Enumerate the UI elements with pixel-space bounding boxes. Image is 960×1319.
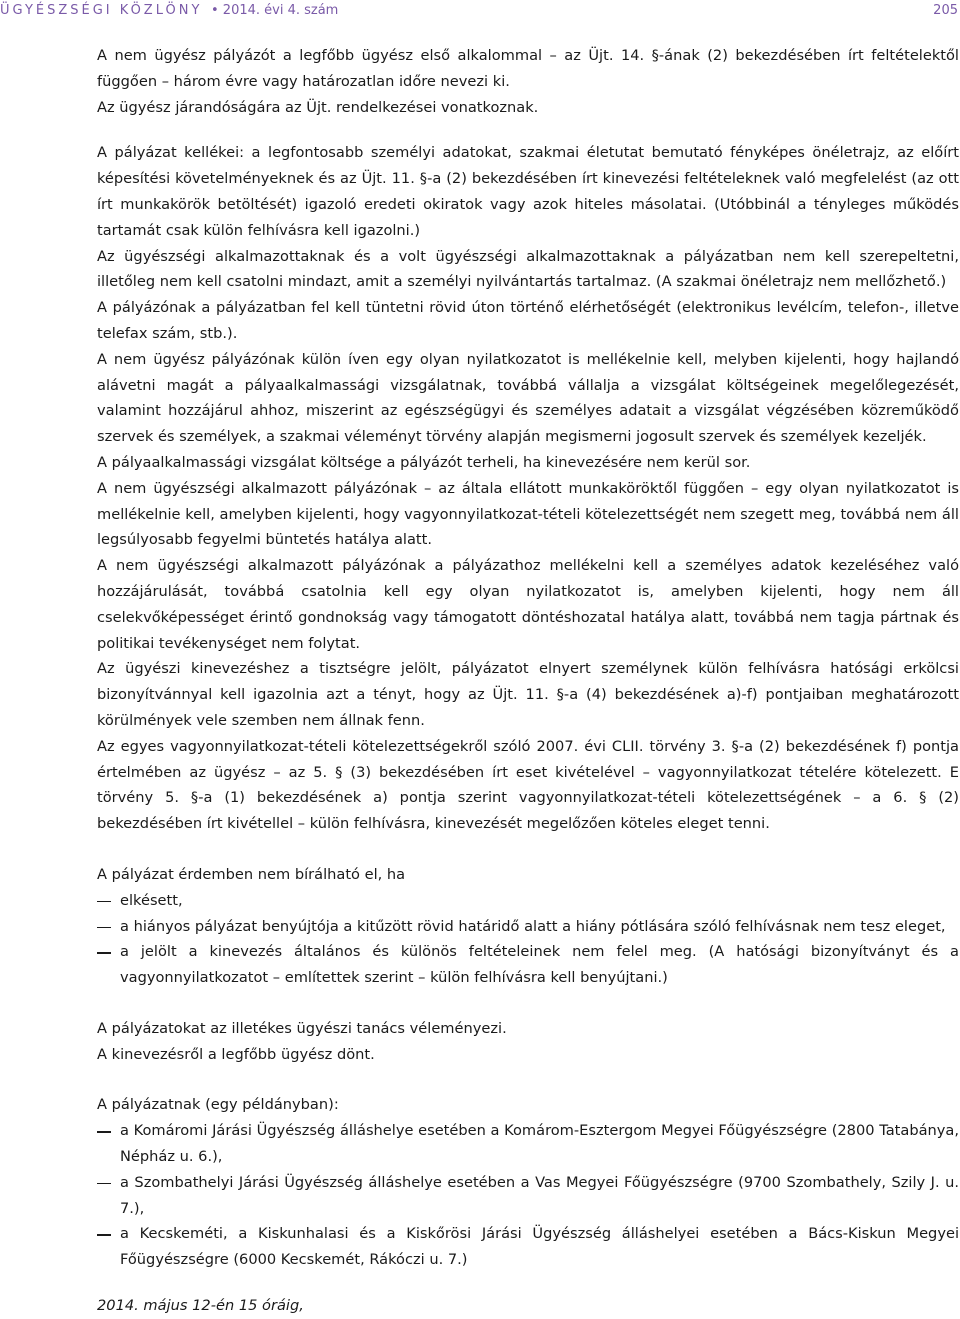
submission-list [97, 1118, 959, 1273]
journal-title: ÜGYÉSZSÉGI KÖZLÖNY [0, 3, 203, 18]
paragraph: A pályázónak a pályázatban fel kell tüntetni rövid úton történő elérhetőségét (elektronikus levélcím, telefon-, illetve telefax szám, stb.). [97, 299, 959, 342]
paragraph: A nem ügyész pályázónak külön íven egy olyan nyilatkozatot is mellékelnie kell, melyben kijelenti, hogy hajlandó alávetni magát a pályaalkalmassági vizsgálatnak, továbbá vállalja a vizsgálat költségeinek megelőlegezését, valamint hozzájárul ahhoz, miszerint az egészségügyi és személyes adatait a vizsgálat végzésében közreműködő szervek és személyek, a szakmai véleményt törvény alapján megismerni jogosult szervek és személyek kezeljék. [97, 350, 959, 446]
paragraph: Az ügyész járandóságára az Üjt. rendelkezései vonatkoznak. [97, 98, 539, 116]
paragraph: Az egyes vagyonnyilatkozat-tételi kötelezettségekről szóló 2007. évi CLII. törvény 3. §-a (2) bekezdésének f) pontja értelmében az ügyész – az 5. § (3) bekezdésében írt eset kivételével – vagyonnyilatkozat tételére kötelezett. E törvény 5. §-a (1) bekezdésének a) pontja szerint vagyonnyilatkozat-tételi kötelezettségének – a 6. § (2) bekezdésében írt kivétellel – külön felhívásra, kinevezését megelőzően köteles eleget tenni. [97, 737, 959, 833]
paragraph: A nem ügyészségi alkalmazott pályázónak – az általa ellátott munkaköröktől függően – egy olyan nyilatkozatot is mellékelnie kell, amelyben kijelenti, hogy vagyonnyilatkozat-tételi kötelezettségét nem szegett meg, továbbá nem áll legsúlyosabb fegyelmi büntetés hatálya alatt. [97, 479, 959, 549]
deadline-signoff: 2014. május 12-én 15 óráig, [97, 1297, 304, 1315]
paragraph: A kinevezésről a legfőbb ügyész dönt. [97, 1045, 375, 1063]
list-item: a jelölt a kinevezés általános és különös feltételeinek nem felel meg. (A hatósági bizonyítványt és a vagyonnyilatkozatot – említettek szerint – külön felhívásra kell benyújtani.) [97, 939, 959, 991]
submission-intro: A pályázatnak (egy példányban): [97, 1096, 339, 1114]
paragraph: Az ügyészségi alkalmazottaknak és a volt ügyészségi alkalmazottaknak a pályázatban nem kell szerepeltetni, illetőleg nem kell csatolni mindazt, amit a személyi nyilvántartás tartalmaz. (A szakmai önéletrajz nem mellőzhető.) [97, 247, 959, 291]
list-item: a Komáromi Járási Ügyészség álláshelye esetében a Komárom-Esztergom Megyei Főügyészségre (2800 Tatabánya, Népház u. 6.), [97, 1118, 959, 1170]
paragraph: Az ügyészi kinevezéshez a tisztségre jelölt, pályázatot elnyert személynek külön felhívásra hatósági erkölcsi bizonyítvánnyal kell igazolnia azt a tényt, hogy az Üjt. 11. §-a (4) bekezdésének a)-f) pontjaiban meghatározott körülmények vele szemben nem állnak fenn. [97, 660, 959, 729]
document-body [97, 43, 959, 1319]
list-item: elkésett, [97, 888, 959, 914]
page-number: 205 [933, 3, 958, 18]
list-item: a hiányos pályázat benyújtója a kitűzött rövid határidő alatt a hiány pótlására szóló felhívásnak nem tesz eleget, [97, 914, 959, 940]
paragraph: A nem ügyész pályázót a legfőbb ügyész első alkalommal – az Üjt. 14. §-ának (2) bekezdésében írt feltételektől függően – három évre vagy határozatlan időre nevezi ki. [97, 47, 959, 90]
paragraph: A pályaalkalmassági vizsgálat költsége a pályázót terheli, ha kinevezésére nem kerül sor. [97, 453, 751, 471]
rejection-intro: A pályázat érdemben nem bírálható el, ha [97, 865, 406, 883]
rejection-list [97, 888, 959, 991]
page-header [0, 0, 960, 24]
paragraph: A nem ügyészségi alkalmazott pályázónak a pályázathoz mellékelni kell a személyes adatok kezeléséhez való hozzájárulását, továbbá csatolnia kell egy olyan nyilatkozatot is, amelyben kijelenti, hogy nem áll cselekvőképességet érintő gondnokság vagy támogatott döntéshozatal hatálya alatt, továbbá nem tagja pártnak és politikai tevékenységet nem folytat. [97, 557, 959, 652]
paragraph: A pályázatokat az illetékes ügyészi tanács véleményezi. [97, 1019, 507, 1037]
issue-label: • 2014. évi 4. szám [211, 3, 339, 18]
list-item: a Kecskeméti, a Kiskunhalasi és a Kiskőrösi Járási Ügyészség álláshelyei esetében a Bács-Kiskun Megyei Főügyészségre (6000 Kecskemét, Rákóczi u. 7.) [97, 1221, 959, 1273]
paragraph: A pályázat kellékei: a legfontosabb személyi adatokat, szakmai életutat bemutató fényképes önéletrajz, az előírt képesítési követelményeknek és az Üjt. 11. §-a (2) bekezdésében írt kinevezési feltételeknek való megfelelést (az ott írt munkakörök betöltését) igazoló eredeti okiratok vagy azok hiteles másolatai. (Utóbbinál a tényleges működés tartamát csak külön felhívásra kell igazolni.) [97, 144, 959, 239]
list-item: a Szombathelyi Járási Ügyészség álláshelye esetében a Vas Megyei Főügyészségre (9700 Szombathely, Szily J. u. 7.), [97, 1170, 959, 1222]
